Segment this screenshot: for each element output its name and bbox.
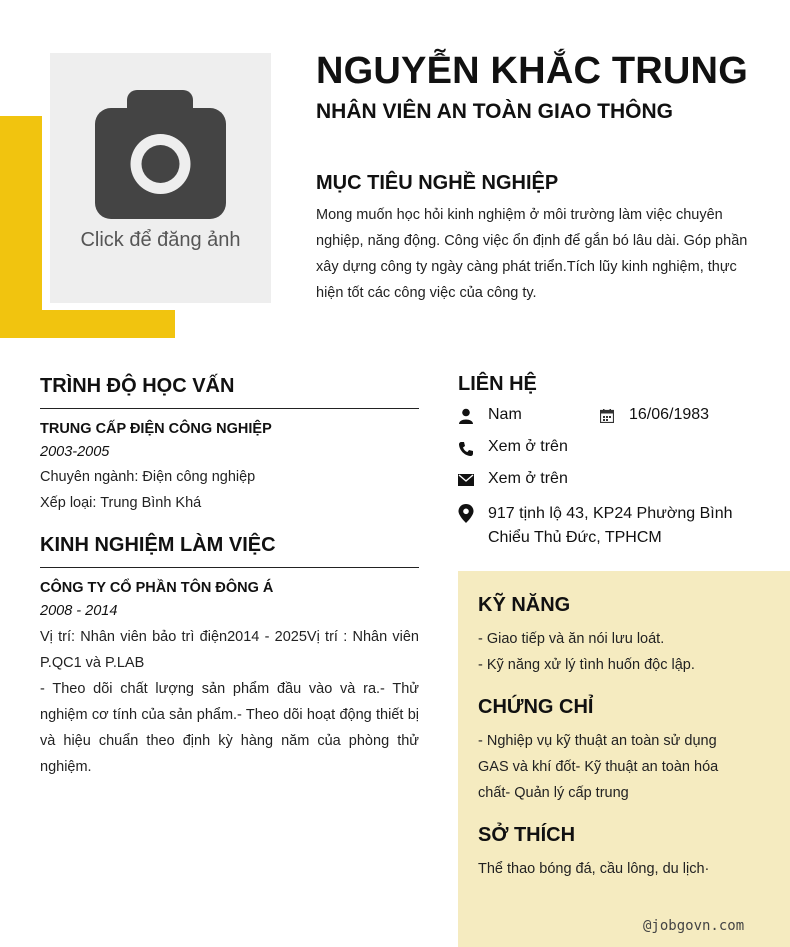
objective-text: Mong muốn học hỏi kinh nghiệm ở môi trường làm việc chuyên nghiệp, năng động. Công việc ổn định để gắn bó lâu dài. Góp phần xây dựng công ty ngày càng phát triển.Tích lũy kinh nghiệm, thực hiện tốt các công việc của công ty. (316, 207, 748, 301)
job-title: NHÂN VIÊN AN TOÀN GIAO THÔNG (316, 100, 674, 123)
contact-birthday: 16/06/1983 (629, 406, 710, 423)
accent-bar-vertical (0, 116, 42, 338)
accent-bar-horizontal (0, 310, 175, 338)
education-major: Chuyên ngành: Điện công nghiệp (40, 469, 256, 485)
sidebar-panel (458, 571, 790, 947)
skills-heading: KỸ NĂNG (478, 594, 571, 616)
skill-item: - Giao tiếp và ăn nói lưu loát. (478, 631, 665, 647)
education-heading: TRÌNH ĐỘ HỌC VẤN (40, 375, 235, 397)
person-icon (458, 408, 474, 424)
experience-divider (40, 567, 419, 568)
objective-heading: MỤC TIÊU NGHỀ NGHIỆP (316, 172, 559, 194)
experience-heading: KINH NGHIỆM LÀM VIỆC (40, 534, 276, 556)
education-divider (40, 408, 419, 409)
photo-upload[interactable] (50, 53, 271, 303)
camera-icon (95, 90, 226, 220)
experience-period: 2008 - 2014 (40, 603, 118, 619)
contact-phone: Xem ở trên (488, 438, 568, 455)
contact-heading: LIÊN HỆ (458, 373, 537, 395)
watermark: @jobgovn.com (643, 918, 745, 934)
hobbies-heading: SỞ THÍCH (478, 824, 576, 846)
contact-gender: Nam (488, 406, 522, 423)
experience-duties: - Theo dõi chất lượng sản phẩm đầu vào và ra.- Thử nghiệm cơ tính của sản phẩm.- Theo dõi hoạt động thiết bị và hiệu chuẩn theo định kỳ hàng năm của phòng thử nghiệm. (40, 681, 419, 775)
certificates-heading: CHỨNG CHỈ (478, 696, 594, 718)
candidate-name: NGUYỄN KHẮC TRUNG (316, 50, 748, 92)
skill-item: - Kỹ năng xử lý tình huốn độc lập. (478, 657, 695, 673)
phone-icon (458, 441, 474, 457)
location-pin-icon (458, 504, 474, 523)
email-icon (458, 474, 474, 486)
calendar-icon (600, 409, 614, 423)
education-period: 2003-2005 (40, 444, 110, 460)
certificates-text: - Nghiệp vụ kỹ thuật an toàn sử dụng GAS và khí đốt- Kỹ thuật an toàn hóa chất- Quản lý cấp trung (478, 733, 719, 801)
photo-upload-label: Click để đăng ảnh (80, 229, 241, 251)
contact-email: Xem ở trên (488, 470, 568, 487)
experience-company: CÔNG TY CỔ PHẦN TÔN ĐÔNG Á (40, 580, 274, 596)
education-grade: Xếp loại: Trung Bình Khá (40, 495, 202, 511)
contact-address: 917 tịnh lộ 43, KP24 Phường Bình Chiểu Thủ Đức, TPHCM (488, 505, 733, 546)
experience-position: Vị trí: Nhân viên bảo trì điện2014 - 2025Vị trí : Nhân viên P.QC1 và P.LAB (40, 629, 419, 671)
hobbies-text: Thể thao bóng đá, cầu lông, du lịch· (478, 861, 710, 877)
education-school: TRUNG CẤP ĐIỆN CÔNG NGHIỆP (40, 421, 272, 437)
